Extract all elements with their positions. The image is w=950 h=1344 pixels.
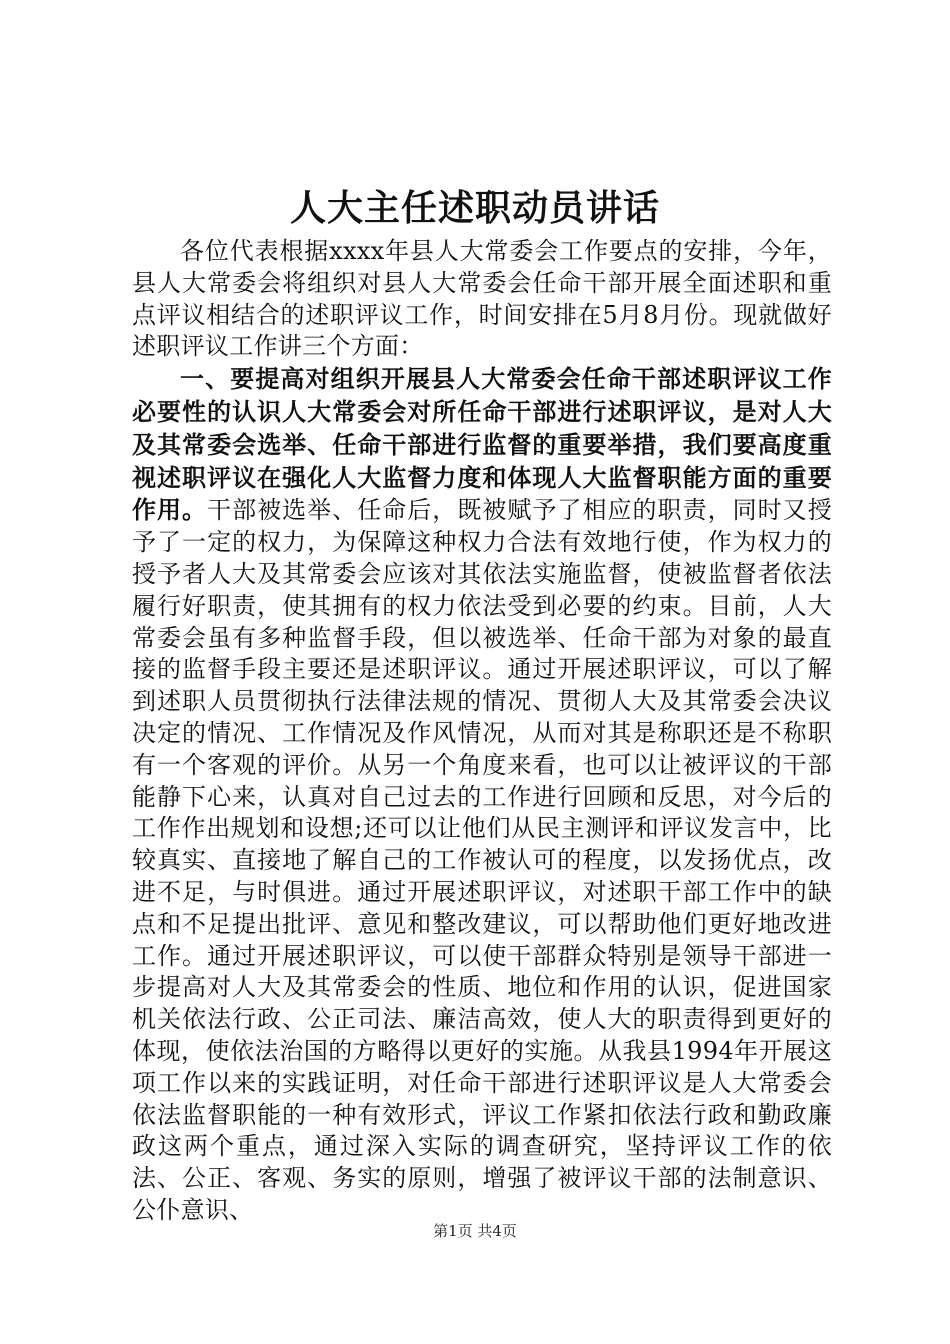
- document-title: 人大主任述职动员讲话: [289, 187, 660, 229]
- section-1-body: 干部被选举、任命后，既被赋予了相应的职责，同时又授予了一定的权力，为保障这种权力合法有效地行使，作为权力的授予者人大及其常委会应该对其依法实施监督，使被监督者依法履行好职责，使其拥有的权力依法受到必要的约束。目前，人大常委会虽有多种监督手段，但以被选举、任命干部为对象的最直接的监督手段主要还是述职评议。通过开展述职评议，可以了解到述职人员贯彻执行法律法规的情况、贯彻人大及其常委会决议决定的情况、工作情况及作风情况，从而对其是称职还是不称职有一个客观的评价。从另一个角度来看，也可以让被评议的干部能静下心来，认真对自己过去的工作进行回顾和反思，对今后的工作作出规划和设想;还可以让他们从民主测评和评议发言中，比较真实、直接地了解自己的工作被认可的程度，以发扬优点，改进不足，与时俱进。通过开展述职评议，对述职干部工作中的缺点和不足提出批评、意见和整改建议，可以帮助他们更好地改进工作。通过开展述职评议，可以使干部群众特别是领导干部进一步提高对人大及其常委会的性质、地位和作用的认识，促进国家机关依法行政、公正司法、廉洁高效，使人大的职责得到更好的体现，使依法治国的方略得以更好的实施。从我县1994年开展这项工作以来的实践证明，对任命干部进行述职评议是人大常委会依法监督职能的一种有效形式，评议工作紧扣依法行政和勤政廉政这两个重点，通过深入实际的调查研究，坚持评议工作的依法、公正、客观、务实的原则，增强了被评议干部的法制意识、公仆意识、: [132, 496, 832, 1224]
- intro-paragraph: 各位代表根据xxxx年县人大常委会工作要点的安排，今年，县人大常委会将组织对县人大常委会任命干部开展全面述职和重点评议相结合的述职评议工作，时间安排在5月8月份。现就做好述职评议工作讲三个方面：: [132, 237, 832, 361]
- document-body: [132, 236, 832, 1227]
- page-number-footer: 第1页 共4页: [433, 1222, 517, 1240]
- section-1-heading: 一、要提高对组织开展县人大常委会任命干部述职评议工作必要性的认识人大常委会对所任命干部进行述职评议，是对人大及其常委会选举、任命干部进行监督的重要举措，我们要高度重视述职评议在强化人大监督力度和体现人大监督职能方面的重要作用。: [132, 364, 832, 525]
- section-1-paragraph: [132, 363, 832, 1227]
